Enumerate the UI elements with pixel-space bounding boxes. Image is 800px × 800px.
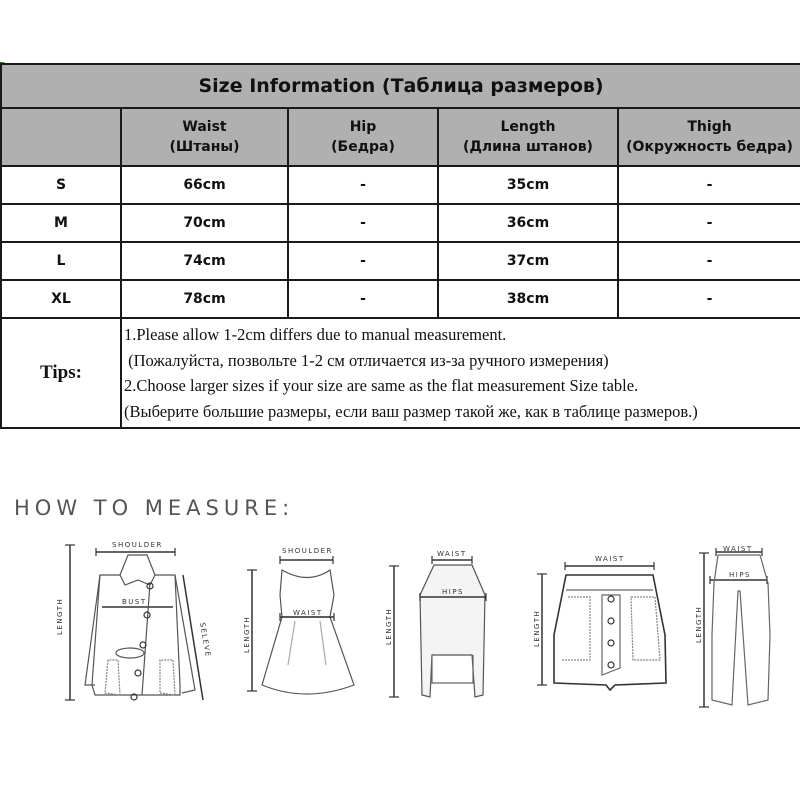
jacket-shoulder-label: SHOULDER	[112, 541, 163, 549]
header-thigh-en: Thigh	[687, 119, 732, 135]
header-length-en: Length	[500, 119, 556, 135]
header-thigh	[618, 108, 800, 166]
pants-illustration	[670, 535, 800, 715]
shorts-illustration	[510, 535, 670, 715]
tips-label: Tips:	[1, 318, 121, 428]
table-row	[1, 204, 800, 242]
cell-size: M	[1, 204, 121, 242]
skirt-waist-label: WAIST	[437, 550, 467, 558]
cell-hip: -	[288, 242, 438, 280]
pants-waist-label: WAIST	[723, 545, 753, 553]
dress-shoulder-label: SHOULDER	[282, 547, 333, 555]
cell-hip: -	[288, 166, 438, 204]
header-hip-en: Hip	[349, 119, 377, 135]
skirt-hips-label: HIPS	[442, 588, 464, 596]
header-thigh-ru: (Окружность бедра)	[626, 139, 793, 155]
cell-waist: 66cm	[121, 166, 288, 204]
jacket-illustration	[50, 535, 230, 715]
jacket-bust-label: BUST	[122, 598, 147, 606]
cell-thigh: -	[618, 280, 800, 318]
cell-length: 37cm	[438, 242, 618, 280]
jacket-sleeve-label: SELEVE	[198, 621, 213, 659]
cell-size: L	[1, 242, 121, 280]
header-hip	[288, 108, 438, 166]
header-waist	[121, 108, 288, 166]
cell-thigh: -	[618, 166, 800, 204]
dress-length-label: LENGTH	[243, 615, 251, 653]
pants-length-label: LENGTH	[695, 605, 703, 643]
shorts-length-label: LENGTH	[533, 609, 541, 647]
header-waist-en: Waist	[182, 119, 227, 135]
tip-line: (Пожалуйста, позвольте 1-2 см отличается из-за ручного измерения)	[124, 350, 609, 370]
skirt-illustration	[380, 535, 510, 715]
header-size	[1, 108, 121, 166]
cell-length: 35cm	[438, 166, 618, 204]
size-table	[0, 63, 800, 429]
cell-hip: -	[288, 204, 438, 242]
cell-hip: -	[288, 280, 438, 318]
pants-hips-label: HIPS	[729, 571, 751, 579]
skirt-length-label: LENGTH	[385, 607, 393, 645]
jacket-length-label: LENGTH	[56, 597, 64, 635]
tips-row	[1, 318, 800, 428]
cell-waist: 78cm	[121, 280, 288, 318]
cell-length: 38cm	[438, 280, 618, 318]
table-row	[1, 280, 800, 318]
cell-size: XL	[1, 280, 121, 318]
cell-waist: 74cm	[121, 242, 288, 280]
header-hip-ru: (Бедра)	[331, 139, 395, 155]
tip-line: (Выберите большие размеры, если ваш размер такой же, как в таблице размеров.)	[124, 401, 698, 421]
cell-size: S	[1, 166, 121, 204]
cell-thigh: -	[618, 204, 800, 242]
dress-waist-label: WAIST	[293, 609, 323, 617]
table-row	[1, 242, 800, 280]
tip-line: 2.Choose larger sizes if your size are same as the flat measurement Size table.	[124, 376, 639, 395]
header-length-ru: (Длина штанов)	[463, 139, 593, 155]
shorts-waist-label: WAIST	[595, 555, 625, 563]
header-waist-ru: (Штаны)	[169, 139, 240, 155]
dress-illustration	[230, 535, 390, 715]
tips-text	[121, 318, 800, 428]
how-to-measure-title: HOW TO MEASURE:	[14, 496, 295, 520]
cell-thigh: -	[618, 242, 800, 280]
table-title-row	[1, 64, 800, 108]
cell-length: 36cm	[438, 204, 618, 242]
table-header-row	[1, 108, 800, 166]
tip-line: 1.Please allow 1-2cm differs due to manual measurement.	[124, 325, 507, 344]
header-length	[438, 108, 618, 166]
table-row	[1, 166, 800, 204]
cell-waist: 70cm	[121, 204, 288, 242]
table-title: Size Information (Таблица размеров)	[1, 64, 800, 108]
